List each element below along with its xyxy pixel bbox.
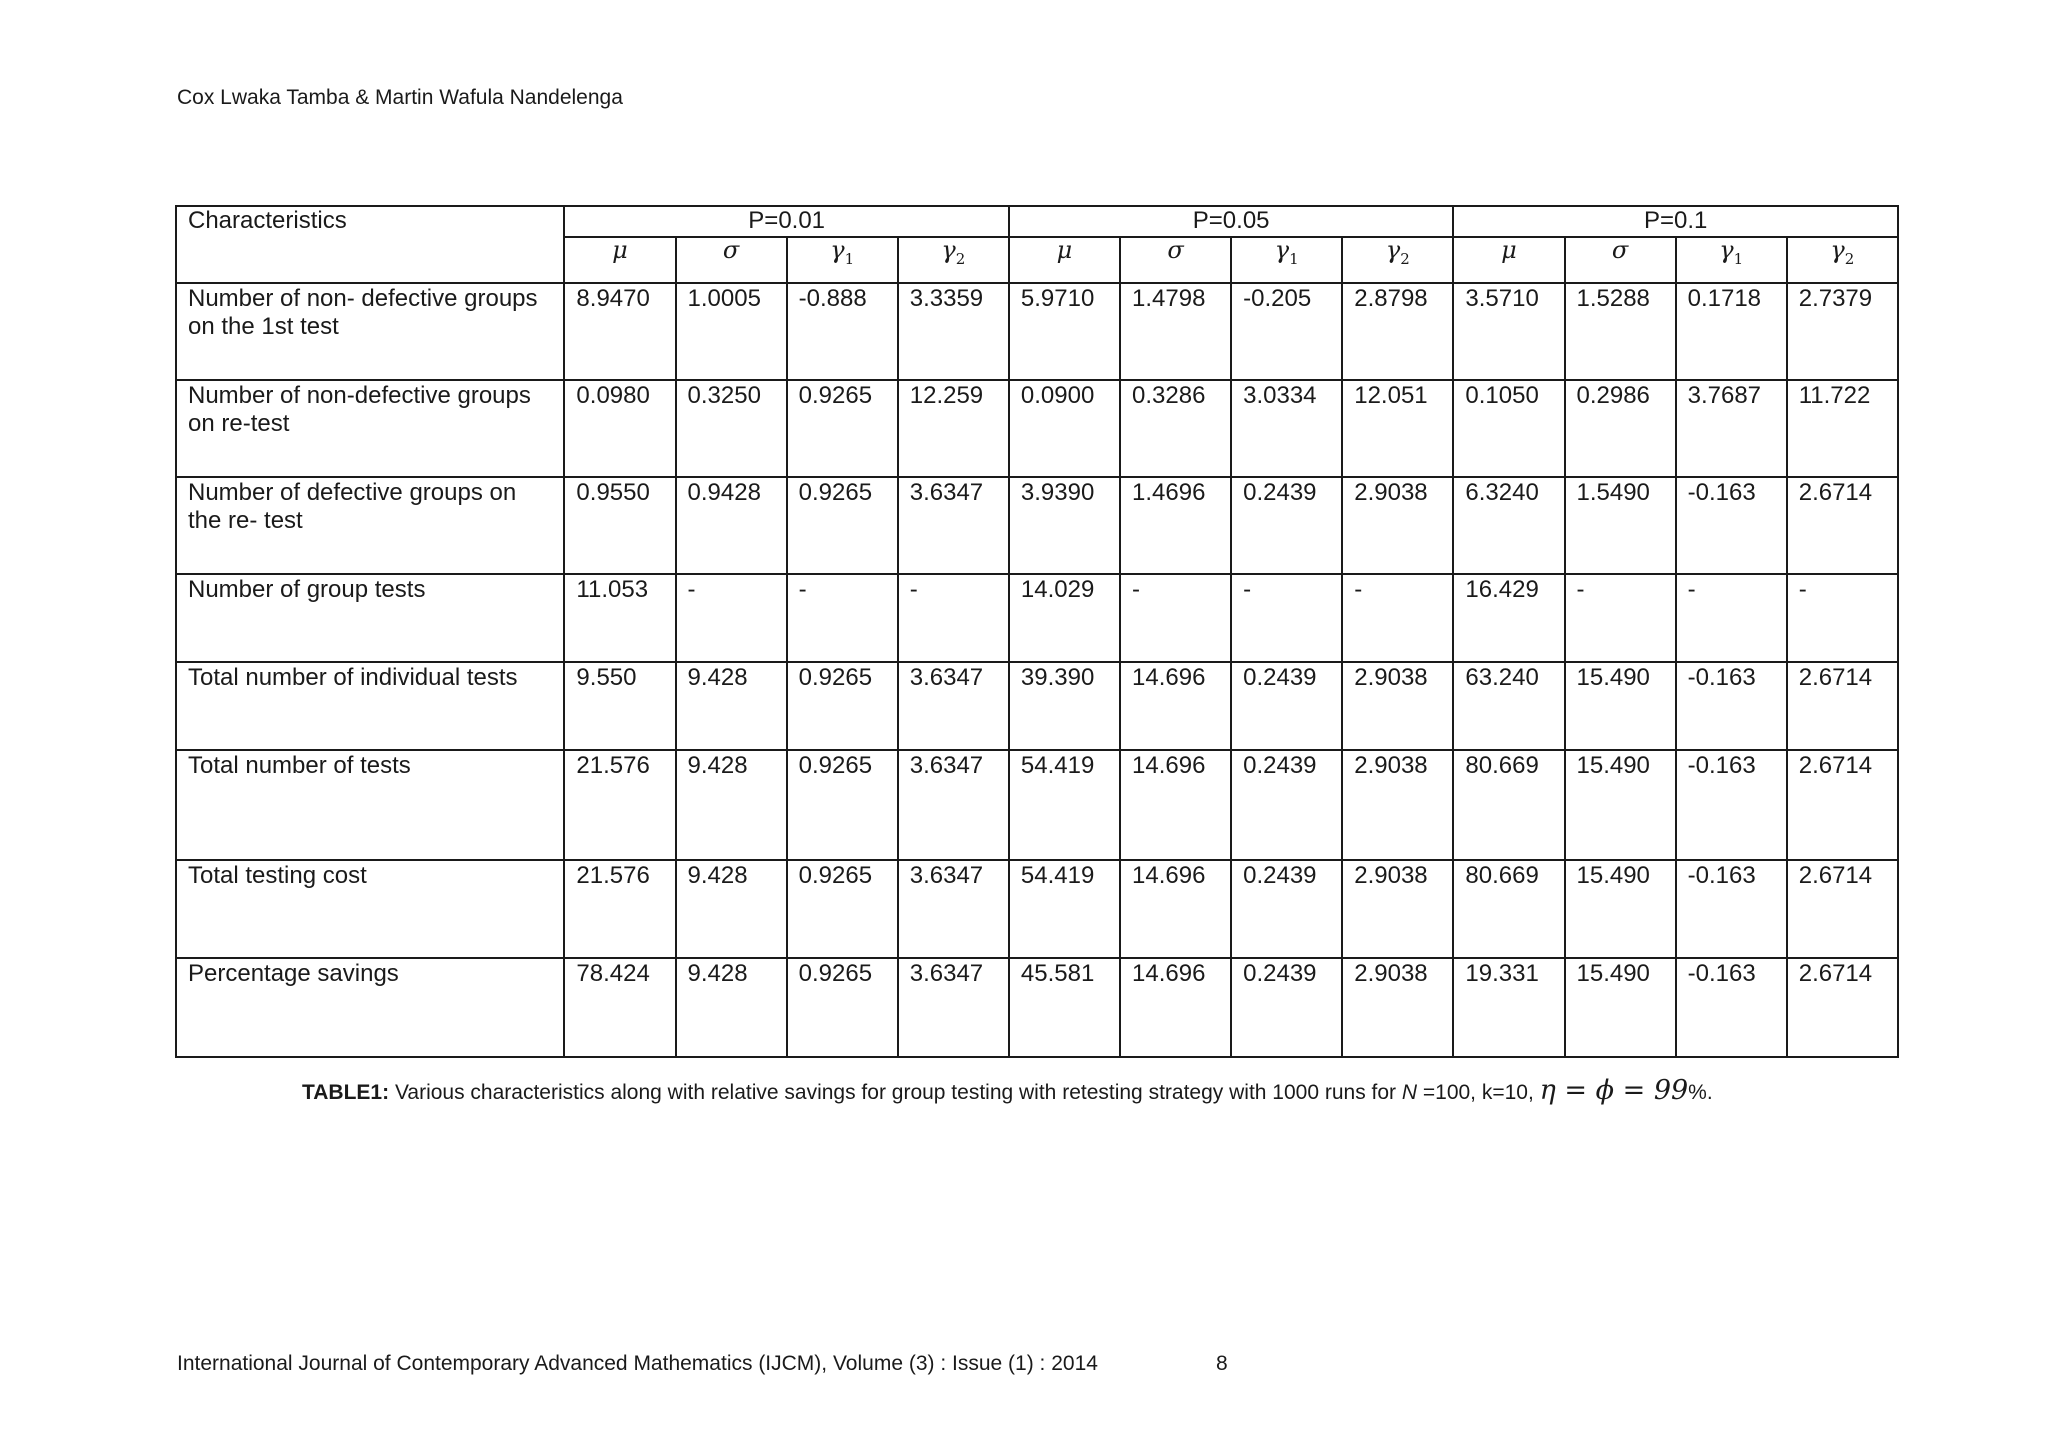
table-cell: 9.428 (676, 958, 787, 1057)
gamma2-symbol-subscript: 2 (1400, 249, 1410, 268)
table-cell: 80.669 (1453, 860, 1564, 958)
table-cell: 19.331 (1453, 958, 1564, 1057)
table-cell: 1.5490 (1565, 477, 1676, 574)
table-cell: - (1342, 574, 1453, 662)
table-cell: 3.6347 (898, 477, 1009, 574)
caption-percent: %. (1688, 1081, 1713, 1104)
table-cell: 1.0005 (676, 283, 787, 380)
running-header: Cox Lwaka Tamba & Martin Wafula Nandelenga (177, 86, 623, 109)
journal-footer: International Journal of Contemporary Advanced Mathematics (IJCM), Volume (3) : Issue (1) : 2014 (177, 1352, 1098, 1375)
row-label: Number of non- defective groups on the 1st test (176, 283, 564, 380)
gamma1-symbol-header (787, 237, 898, 283)
table-cell: 54.419 (1009, 750, 1120, 860)
table-cell: 3.0334 (1231, 380, 1342, 477)
table-cell: - (1231, 574, 1342, 662)
mu-symbol-header (1453, 237, 1564, 283)
table-cell: 8.9470 (564, 283, 675, 380)
table-cell: 3.6347 (898, 662, 1009, 750)
sigma-symbol-header (1120, 237, 1231, 283)
gamma2-symbol-header (898, 237, 1009, 283)
table-cell: 11.053 (564, 574, 675, 662)
table-cell: 45.581 (1009, 958, 1120, 1057)
table-cell: - (898, 574, 1009, 662)
table-cell: 54.419 (1009, 860, 1120, 958)
table-cell: -0.205 (1231, 283, 1342, 380)
table-cell: 0.0980 (564, 380, 675, 477)
table-cell: 0.1718 (1676, 283, 1787, 380)
mu-symbol: μ (1056, 236, 1073, 264)
table-cell: 14.029 (1009, 574, 1120, 662)
table-cell: 9.428 (676, 750, 787, 860)
table-cell: 0.3250 (676, 380, 787, 477)
table-cell: 12.259 (898, 380, 1009, 477)
table-cell: 15.490 (1565, 750, 1676, 860)
table-cell: 15.490 (1565, 860, 1676, 958)
row-label: Total number of tests (176, 750, 564, 860)
page-number: 8 (1216, 1352, 1228, 1375)
table-cell: 3.5710 (1453, 283, 1564, 380)
table-row (176, 574, 1898, 662)
table-caption (302, 1075, 1713, 1106)
mu-symbol: μ (1501, 236, 1517, 264)
group-header-row (176, 206, 1898, 237)
row-label: Total testing cost (176, 860, 564, 958)
table-cell: -0.163 (1676, 477, 1787, 574)
table-cell: -0.163 (1676, 662, 1787, 750)
table-row (176, 958, 1898, 1057)
table-cell: 1.4696 (1120, 477, 1231, 574)
table-cell: - (1787, 574, 1898, 662)
table-cell: 2.6714 (1787, 860, 1898, 958)
table-cell: 9.550 (564, 662, 675, 750)
gamma2-symbol-subscript: 2 (955, 249, 966, 268)
results-table-container (175, 205, 1899, 1058)
sigma-symbol-header (1565, 237, 1676, 283)
gamma1-symbol: γ (1719, 236, 1734, 264)
table-cell: 2.6714 (1787, 662, 1898, 750)
table-cell: 1.5288 (1565, 283, 1676, 380)
table-row (176, 860, 1898, 958)
table-cell: - (787, 574, 898, 662)
table-cell: 2.9038 (1342, 477, 1453, 574)
characteristics-header: Characteristics (176, 206, 564, 283)
table-row (176, 750, 1898, 860)
table-cell: 14.696 (1120, 860, 1231, 958)
table-cell: 0.9550 (564, 477, 675, 574)
gamma1-symbol-subscript: 1 (1733, 249, 1744, 268)
table-cell: 0.2439 (1231, 750, 1342, 860)
caption-label: TABLE1: (302, 1081, 390, 1104)
table-cell: 21.576 (564, 860, 675, 958)
table-cell: 0.9265 (787, 380, 898, 477)
gamma2-symbol-subscript: 2 (1844, 249, 1855, 268)
table-cell: 15.490 (1565, 958, 1676, 1057)
table-cell: 3.6347 (898, 750, 1009, 860)
table-cell: 0.1050 (1453, 380, 1564, 477)
table-cell: -0.163 (1676, 958, 1787, 1057)
table-cell: 0.2439 (1231, 958, 1342, 1057)
table-cell: 0.9265 (787, 477, 898, 574)
table-cell: 2.6714 (1787, 477, 1898, 574)
sigma-symbol-header (676, 237, 787, 283)
mu-symbol: μ (612, 236, 628, 264)
table-cell: - (1565, 574, 1676, 662)
gamma1-symbol-subscript: 1 (844, 249, 855, 268)
table-cell: 0.9265 (787, 958, 898, 1057)
table-cell: 9.428 (676, 860, 787, 958)
table-cell: 0.0900 (1009, 380, 1120, 477)
table-cell: 2.7379 (1787, 283, 1898, 380)
table-cell: 0.9265 (787, 860, 898, 958)
table-cell: 3.9390 (1009, 477, 1120, 574)
table-cell: 0.9265 (787, 662, 898, 750)
table-cell: 11.722 (1787, 380, 1898, 477)
table-cell: 63.240 (1453, 662, 1564, 750)
gamma2-symbol-header (1787, 237, 1898, 283)
table-cell: 78.424 (564, 958, 675, 1057)
table-cell: 3.6347 (898, 860, 1009, 958)
table-body (176, 283, 1898, 1057)
table-cell: - (1120, 574, 1231, 662)
table-row (176, 477, 1898, 574)
table-cell: 14.696 (1120, 750, 1231, 860)
table-cell: 14.696 (1120, 662, 1231, 750)
table-cell: 16.429 (1453, 574, 1564, 662)
sigma-symbol: σ (1611, 236, 1629, 264)
group-header-p005: P=0.05 (1009, 206, 1453, 237)
table-cell: 21.576 (564, 750, 675, 860)
table-cell: 2.8798 (1342, 283, 1453, 380)
table-cell: 80.669 (1453, 750, 1564, 860)
sigma-symbol: σ (722, 236, 740, 264)
gamma2-symbol: γ (941, 236, 956, 264)
row-label: Percentage savings (176, 958, 564, 1057)
table-cell: 6.3240 (1453, 477, 1564, 574)
group-header-p001: P=0.01 (564, 206, 1008, 237)
table-cell: 2.6714 (1787, 958, 1898, 1057)
gamma2-symbol-header (1342, 237, 1453, 283)
gamma1-symbol: γ (1274, 236, 1290, 264)
table-cell: 0.3286 (1120, 380, 1231, 477)
table-cell: 3.7687 (1676, 380, 1787, 477)
table-cell: 1.4798 (1120, 283, 1231, 380)
table-cell: -0.888 (787, 283, 898, 380)
table-row (176, 283, 1898, 380)
table-cell: 2.9038 (1342, 750, 1453, 860)
table-cell: 0.2439 (1231, 860, 1342, 958)
table-cell: 2.9038 (1342, 958, 1453, 1057)
gamma1-symbol: γ (830, 236, 845, 264)
table-cell: 2.9038 (1342, 662, 1453, 750)
row-label: Number of defective groups on the re- test (176, 477, 564, 574)
gamma1-symbol-header (1231, 237, 1342, 283)
table-cell: 0.2986 (1565, 380, 1676, 477)
table-cell: 3.3359 (898, 283, 1009, 380)
caption-text: Various characteristics along with relative savings for group testing with retesting strategy with 1000 runs for (389, 1081, 1402, 1104)
table-cell: 5.9710 (1009, 283, 1120, 380)
row-label: Number of group tests (176, 574, 564, 662)
gamma2-symbol: γ (1830, 236, 1845, 264)
group-header-p01: P=0.1 (1453, 206, 1898, 237)
sigma-symbol: σ (1167, 236, 1184, 264)
table-cell: 3.6347 (898, 958, 1009, 1057)
results-table (175, 205, 1899, 1058)
table-cell: 0.2439 (1231, 662, 1342, 750)
table-cell: 0.9265 (787, 750, 898, 860)
mu-symbol-header (564, 237, 675, 283)
gamma1-symbol-header (1676, 237, 1787, 283)
table-cell: 2.6714 (1787, 750, 1898, 860)
table-row (176, 380, 1898, 477)
gamma1-symbol-subscript: 1 (1289, 249, 1299, 268)
mu-symbol-header (1009, 237, 1120, 283)
caption-params: =100, k=10, (1417, 1081, 1540, 1104)
table-cell: -0.163 (1676, 750, 1787, 860)
table-row (176, 662, 1898, 750)
gamma2-symbol: γ (1385, 236, 1401, 264)
table-cell: 9.428 (676, 662, 787, 750)
table-cell: 15.490 (1565, 662, 1676, 750)
table-cell: - (1676, 574, 1787, 662)
table-cell: - (676, 574, 787, 662)
table-cell: 14.696 (1120, 958, 1231, 1057)
caption-n-symbol: N (1401, 1081, 1418, 1104)
caption-math: η = ϕ = 99 (1539, 1075, 1689, 1106)
table-cell: -0.163 (1676, 860, 1787, 958)
table-cell: 0.9428 (676, 477, 787, 574)
row-label: Total number of individual tests (176, 662, 564, 750)
table-cell: 12.051 (1342, 380, 1453, 477)
table-cell: 2.9038 (1342, 860, 1453, 958)
table-cell: 0.2439 (1231, 477, 1342, 574)
table-cell: 39.390 (1009, 662, 1120, 750)
row-label: Number of non-defective groups on re-test (176, 380, 564, 477)
